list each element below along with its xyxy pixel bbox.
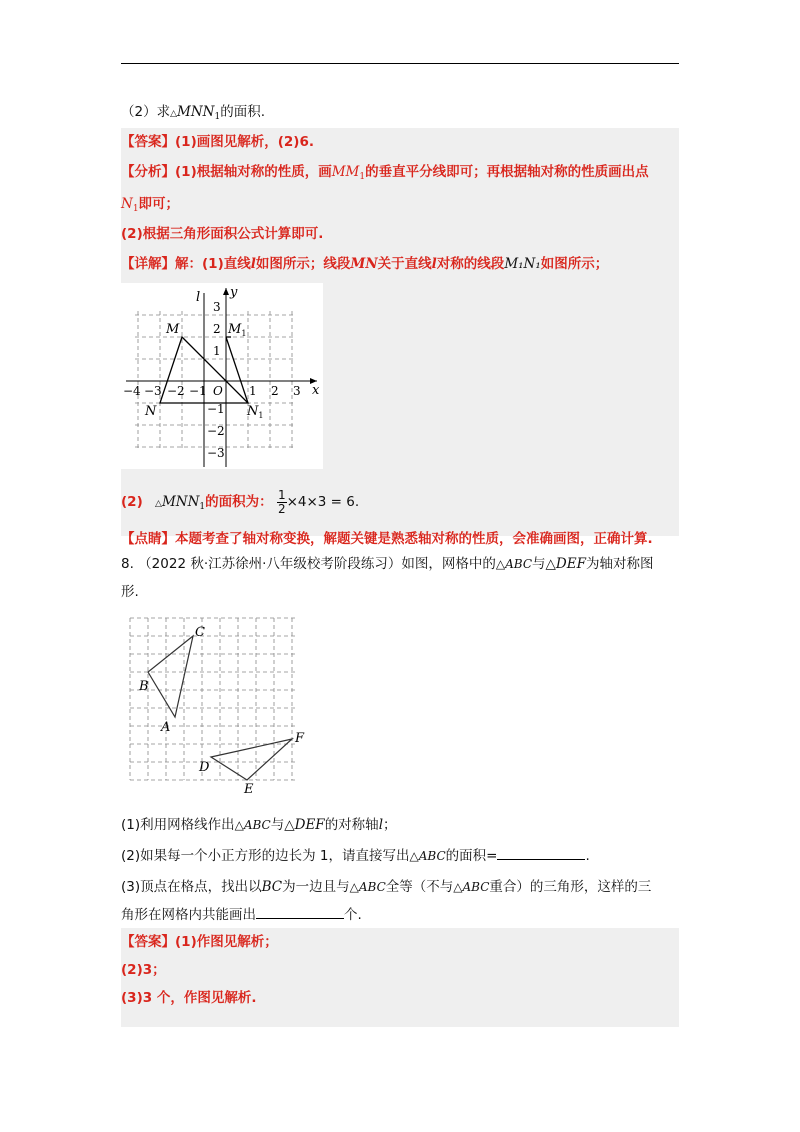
analysis-text-1a: (1)根据轴对称的性质，画 bbox=[175, 164, 332, 180]
label-n1: $N_1$ bbox=[247, 404, 264, 420]
point-n1-subscript: 1 bbox=[132, 204, 139, 214]
area-prefix: (2) bbox=[121, 494, 143, 510]
triangle-abc-label-2: △ABC bbox=[234, 818, 271, 832]
segment-m1n1-label: M₁N₁ bbox=[504, 256, 541, 272]
axis-l-label: l bbox=[378, 817, 384, 833]
triangle-def-label-2: △DEF bbox=[284, 817, 325, 833]
subquestion-1-text-a: (1)利用网格线作出 bbox=[121, 817, 235, 833]
x-tick-1: 1 bbox=[249, 384, 257, 398]
triangle-name: MNN bbox=[177, 104, 215, 120]
y-tick-2: 2 bbox=[213, 322, 221, 336]
point-n1: N bbox=[121, 196, 133, 212]
triangle-def bbox=[211, 739, 292, 780]
x-tick-neg4: −4 bbox=[123, 384, 141, 398]
comment-text: 本题考查了轴对称变换，解题关键是熟悉轴对称的性质，会准确画图，正确计算. bbox=[175, 531, 653, 547]
comment-line bbox=[121, 528, 653, 550]
triangle-def-label: △DEF bbox=[545, 556, 586, 572]
area-expression: ×4×3 = 6. bbox=[286, 494, 360, 510]
label-a: A bbox=[161, 720, 171, 735]
y-tick-1: 1 bbox=[213, 344, 221, 358]
y-tick-neg3: −3 bbox=[207, 446, 225, 460]
label-m: M bbox=[166, 322, 180, 337]
segment-bc-label: BC bbox=[261, 879, 283, 895]
answer-text: (1)画图见解析，(2)6. bbox=[175, 134, 314, 150]
label-d: D bbox=[199, 760, 210, 775]
subquestion-3-line-2 bbox=[121, 904, 362, 926]
answer-2-tag: 【答案】 bbox=[121, 934, 175, 950]
triangle-abc-label-5: △ABC bbox=[453, 880, 490, 894]
subquestion-2 bbox=[121, 845, 590, 867]
fraction-denominator: 2 bbox=[277, 501, 286, 516]
triangle-subscript: 1 bbox=[214, 112, 221, 122]
question-8-line-1 bbox=[121, 553, 653, 575]
answer-line bbox=[121, 131, 314, 153]
triangles-figure bbox=[121, 612, 321, 796]
answer-tag: 【答案】 bbox=[121, 134, 175, 150]
x-tick-2: 2 bbox=[271, 384, 279, 398]
analysis-text-3: (2)根据三角形面积公式计算即可. bbox=[121, 226, 324, 242]
label-l: l bbox=[196, 290, 201, 305]
segment-mm1-subscript: 1 bbox=[359, 172, 366, 182]
detail-text-e: 如图所示； bbox=[540, 256, 609, 272]
line-l-label-2: l bbox=[431, 256, 437, 272]
detail-text-b: 如图所示；线段 bbox=[255, 256, 351, 272]
analysis-line-1 bbox=[121, 161, 649, 188]
analysis-line-2 bbox=[121, 193, 179, 220]
y-tick-3: 3 bbox=[213, 300, 221, 314]
label-f: F bbox=[295, 731, 305, 746]
question-8-text-b: 为轴对称图 bbox=[585, 556, 654, 572]
line-l-label: l bbox=[250, 256, 256, 272]
x-tick-neg2: −2 bbox=[167, 384, 185, 398]
comment-tag: 【点睛】 bbox=[121, 531, 175, 547]
and-text: 与 bbox=[532, 556, 546, 572]
label-e: E bbox=[244, 782, 254, 796]
analysis-tag: 【分析】 bbox=[121, 164, 175, 180]
answer-2-line-2 bbox=[121, 959, 166, 981]
analysis-text-1b: 的垂直平分线即可；再根据轴对称的性质画出点 bbox=[365, 164, 649, 180]
label-c: C bbox=[195, 625, 205, 640]
detail-line bbox=[121, 253, 608, 275]
subquestion-1-text-c: ； bbox=[383, 817, 397, 833]
fraction-numerator: 1 bbox=[277, 487, 286, 502]
triangle-subscript-2: 1 bbox=[199, 502, 206, 512]
answer-2-line-1 bbox=[121, 931, 278, 953]
x-tick-neg3: −3 bbox=[144, 384, 162, 398]
y-tick-neg1: −1 bbox=[207, 402, 225, 416]
label-m1: $M_1$ bbox=[228, 322, 247, 338]
subquestion-2-text-b: 的面积= bbox=[445, 848, 498, 864]
triangle-name-2: MNN bbox=[161, 494, 200, 510]
question-2-prefix: （2）求 bbox=[121, 104, 171, 120]
x-tick-3: 3 bbox=[293, 384, 301, 398]
triangle-abc-label-4: △ABC bbox=[349, 880, 386, 894]
subquestion-3-text-c: 全等（不与 bbox=[385, 879, 454, 895]
segment-mm1: MM bbox=[331, 164, 360, 180]
figure-background bbox=[121, 283, 323, 469]
subquestion-3-text-2a: 角形在网格内共能画出 bbox=[121, 907, 256, 923]
area-answer-blank[interactable] bbox=[497, 845, 585, 860]
count-answer-blank[interactable] bbox=[256, 904, 344, 919]
subquestion-3-text-a: (3)顶点在格点，找出以 bbox=[121, 879, 262, 895]
coordinate-figure bbox=[121, 283, 323, 469]
question-8-text-a: 8. （2022 秋·江苏徐州·八年级校考阶段练习）如图，网格中的 bbox=[121, 556, 496, 572]
answer-2-text-2: (2)3； bbox=[121, 962, 166, 978]
subquestion-3-text-d: 重合）的三角形，这样的三 bbox=[489, 879, 652, 895]
subquestion-1 bbox=[121, 814, 397, 836]
detail-text-a: 解：(1)直线 bbox=[175, 256, 251, 272]
question-8-text-2: 形. bbox=[121, 584, 139, 600]
triangle-symbol-2: △ bbox=[155, 499, 162, 509]
answer-2-text-3: (3)3 个，作图见解析. bbox=[121, 990, 257, 1006]
subquestion-3-text-b: 为一边且与 bbox=[282, 879, 350, 895]
question-8-line-2 bbox=[121, 581, 139, 603]
segment-mn-label: MN bbox=[350, 256, 378, 272]
label-origin: O bbox=[213, 384, 223, 398]
x-tick-neg1: −1 bbox=[189, 384, 207, 398]
dashed-grid-2 bbox=[130, 618, 295, 780]
subquestion-3-line-1 bbox=[121, 876, 651, 898]
label-b: B bbox=[139, 679, 149, 694]
subquestion-2-text-a: (2)如果每一个小正方形的边长为 1，请直接写出 bbox=[121, 848, 410, 864]
and-text-2: 与 bbox=[270, 817, 285, 833]
y-tick-neg2: −2 bbox=[207, 424, 225, 438]
triangle-abc-label-3: △ABC bbox=[409, 849, 446, 863]
analysis-line-3 bbox=[121, 223, 323, 245]
triangle-abc bbox=[148, 636, 193, 717]
subquestion-1-text-b: 的对称轴 bbox=[324, 817, 379, 833]
answer-2-line-3 bbox=[121, 987, 256, 1009]
area-line bbox=[121, 488, 359, 521]
area-text: 的面积为： bbox=[205, 494, 273, 510]
question-2-suffix: 的面积. bbox=[220, 104, 265, 120]
label-x: x bbox=[312, 383, 320, 398]
triangle-abc-label: △ABC bbox=[495, 557, 533, 571]
label-n: N bbox=[145, 404, 157, 419]
subquestion-3-text-2b: 个. bbox=[344, 907, 362, 923]
detail-tag: 【详解】 bbox=[121, 256, 175, 272]
label-y: y bbox=[230, 285, 238, 300]
analysis-text-2: 即可； bbox=[138, 196, 180, 212]
question-2 bbox=[121, 101, 265, 128]
answer-2-text-1: (1)作图见解析； bbox=[175, 934, 278, 950]
fraction-half bbox=[277, 489, 287, 516]
triangle-symbol: △ bbox=[170, 109, 178, 119]
detail-text-d: 对称的线段 bbox=[436, 256, 505, 272]
detail-text-c: 关于直线 bbox=[377, 256, 432, 272]
header-rule bbox=[121, 63, 679, 64]
subquestion-2-text-c: . bbox=[585, 848, 590, 864]
